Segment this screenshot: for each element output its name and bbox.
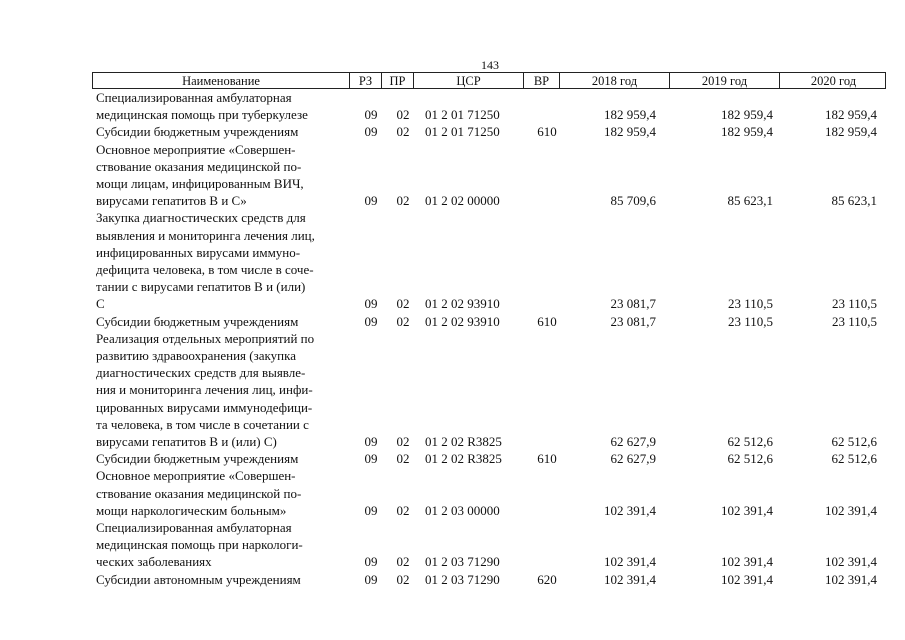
row-rz: 09 — [364, 433, 378, 449]
row-name-line: Закупка диагностических средств для — [96, 210, 306, 226]
table-row — [0, 467, 905, 519]
table-row — [0, 571, 905, 588]
row-name-line: Субсидии бюджетным учреждениям — [96, 451, 299, 467]
row-name-line: Субсидии бюджетным учреждениям — [96, 124, 299, 140]
row-2020: 102 391,4 — [825, 554, 877, 570]
row-name-line: медицинская помощь при туберкулезе — [96, 107, 308, 123]
row-name-line: мощи наркологическим больным» — [96, 502, 287, 518]
row-name-line: ствование оказания медицинской по- — [96, 158, 302, 174]
row-2018: 23 081,7 — [610, 296, 656, 312]
row-rz: 09 — [364, 502, 378, 518]
row-pr: 02 — [396, 571, 410, 587]
row-name — [96, 571, 348, 588]
row-2020: 62 512,6 — [831, 433, 877, 449]
row-rz: 09 — [364, 296, 378, 312]
row-2019: 182 959,4 — [721, 124, 773, 140]
row-name — [96, 330, 348, 450]
row-vr: 610 — [537, 313, 557, 329]
table-row — [0, 450, 905, 467]
row-rz: 09 — [364, 451, 378, 467]
table-row — [0, 330, 905, 450]
row-rz: 09 — [364, 571, 378, 587]
header-2020: 2020 год — [810, 74, 857, 88]
row-csr: 01 2 02 R3825 — [425, 433, 502, 449]
row-pr: 02 — [396, 451, 410, 467]
row-name-line: С — [96, 296, 105, 312]
row-2018: 182 959,4 — [604, 107, 656, 123]
row-2020: 23 110,5 — [831, 296, 877, 312]
row-pr: 02 — [396, 124, 410, 140]
row-name-line: выявления и мониторинга лечения лиц, — [96, 227, 315, 243]
table-row — [0, 141, 905, 210]
row-2019: 23 110,5 — [727, 296, 773, 312]
row-name — [96, 313, 348, 330]
row-name-line: Субсидии автономным учреждениям — [96, 571, 301, 587]
row-2018: 62 627,9 — [610, 433, 656, 449]
header-rz: РЗ — [350, 73, 382, 88]
row-2019: 62 512,6 — [727, 433, 773, 449]
row-name-line: Специализированная амбулаторная — [96, 519, 292, 535]
header-pr: ПР — [382, 73, 414, 88]
row-vr: 610 — [537, 124, 557, 140]
row-name — [96, 209, 348, 312]
row-2018: 62 627,9 — [610, 451, 656, 467]
row-2020: 62 512,6 — [831, 451, 877, 467]
row-name — [96, 467, 348, 519]
row-2018: 182 959,4 — [604, 124, 656, 140]
row-name-line: дефицита человека, в том числе в соче- — [96, 261, 314, 277]
row-pr: 02 — [396, 296, 410, 312]
row-csr: 01 2 02 93910 — [425, 313, 500, 329]
row-name-line: та человека, в том числе в сочетании с — [96, 416, 309, 432]
row-name-line: ствование оказания медицинской по- — [96, 485, 302, 501]
header-name: Наименование — [93, 73, 350, 88]
row-pr: 02 — [396, 107, 410, 123]
table-row — [0, 313, 905, 330]
row-2020: 102 391,4 — [825, 571, 877, 587]
page-number: 143 — [481, 58, 499, 72]
row-pr: 02 — [396, 502, 410, 518]
row-2020: 182 959,4 — [825, 107, 877, 123]
row-csr: 01 2 03 71290 — [425, 571, 500, 587]
row-pr: 02 — [396, 193, 410, 209]
row-2018: 23 081,7 — [610, 313, 656, 329]
row-name-line: тании с вирусами гепатитов В и (или) — [96, 279, 306, 295]
row-name-line: инфицированных вирусами иммуно- — [96, 244, 301, 260]
row-name-line: мощи лицам, инфицированным ВИЧ, — [96, 175, 304, 191]
row-csr: 01 2 03 00000 — [425, 502, 500, 518]
header-vr: ВР — [524, 73, 560, 88]
header-2018: 2018 год — [560, 73, 670, 88]
row-rz: 09 — [364, 313, 378, 329]
row-2020: 182 959,4 — [825, 124, 877, 140]
row-pr: 02 — [396, 313, 410, 329]
row-vr: 610 — [537, 451, 557, 467]
row-2019: 23 110,5 — [727, 313, 773, 329]
row-name — [96, 123, 348, 140]
row-name — [96, 89, 348, 123]
row-pr: 02 — [396, 554, 410, 570]
table-row — [0, 123, 905, 140]
row-name-line: цированных вирусами иммунодефици- — [96, 399, 313, 415]
row-csr: 01 2 02 R3825 — [425, 451, 502, 467]
row-rz: 09 — [364, 554, 378, 570]
row-2019: 182 959,4 — [721, 107, 773, 123]
row-2020: 23 110,5 — [831, 313, 877, 329]
row-name-line: Основное мероприятие «Совершен- — [96, 468, 296, 484]
table-row — [0, 209, 905, 312]
table-body — [0, 89, 905, 588]
row-2020: 85 623,1 — [831, 193, 877, 209]
row-2019: 102 391,4 — [721, 554, 773, 570]
row-rz: 09 — [364, 193, 378, 209]
row-pr: 02 — [396, 433, 410, 449]
row-name-line: Основное мероприятие «Совершен- — [96, 141, 296, 157]
row-name-line: вирусами гепатитов В и С» — [96, 193, 247, 209]
row-name — [96, 450, 348, 467]
row-2019: 85 623,1 — [727, 193, 773, 209]
row-csr: 01 2 01 71250 — [425, 107, 500, 123]
row-name-line: ния и мониторинга лечения лиц, инфи- — [96, 382, 313, 398]
row-rz: 09 — [364, 124, 378, 140]
row-name — [96, 519, 348, 571]
row-csr: 01 2 01 71250 — [425, 124, 500, 140]
row-csr: 01 2 02 93910 — [425, 296, 500, 312]
header-csr: ЦСР — [414, 73, 524, 88]
row-2018: 85 709,6 — [610, 193, 656, 209]
row-name-line: развитию здравоохранения (закупка — [96, 347, 296, 363]
row-2019: 62 512,6 — [727, 451, 773, 467]
row-2019: 102 391,4 — [721, 571, 773, 587]
row-2019: 102 391,4 — [721, 502, 773, 518]
row-name-line: ческих заболеваниях — [96, 554, 212, 570]
row-name — [96, 141, 348, 210]
row-rz: 09 — [364, 107, 378, 123]
row-2018: 102 391,4 — [604, 502, 656, 518]
row-name-line: Реализация отдельных мероприятий по — [96, 330, 315, 346]
row-csr: 01 2 03 71290 — [425, 554, 500, 570]
table-row — [0, 519, 905, 571]
row-vr: 620 — [537, 571, 557, 587]
row-name-line: Субсидии бюджетным учреждениям — [96, 313, 299, 329]
row-name-line: диагностических средств для выявле- — [96, 365, 306, 381]
row-2020: 102 391,4 — [825, 502, 877, 518]
table-header — [92, 72, 886, 89]
row-2018: 102 391,4 — [604, 554, 656, 570]
row-name-line: вирусами гепатитов В и (или) С) — [96, 433, 277, 449]
row-csr: 01 2 02 00000 — [425, 193, 500, 209]
table-row — [0, 89, 905, 123]
header-2019: 2019 год — [670, 73, 780, 88]
row-name-line: Специализированная амбулаторная — [96, 90, 292, 105]
row-2018: 102 391,4 — [604, 571, 656, 587]
row-name-line: медицинская помощь при наркологи- — [96, 537, 303, 553]
